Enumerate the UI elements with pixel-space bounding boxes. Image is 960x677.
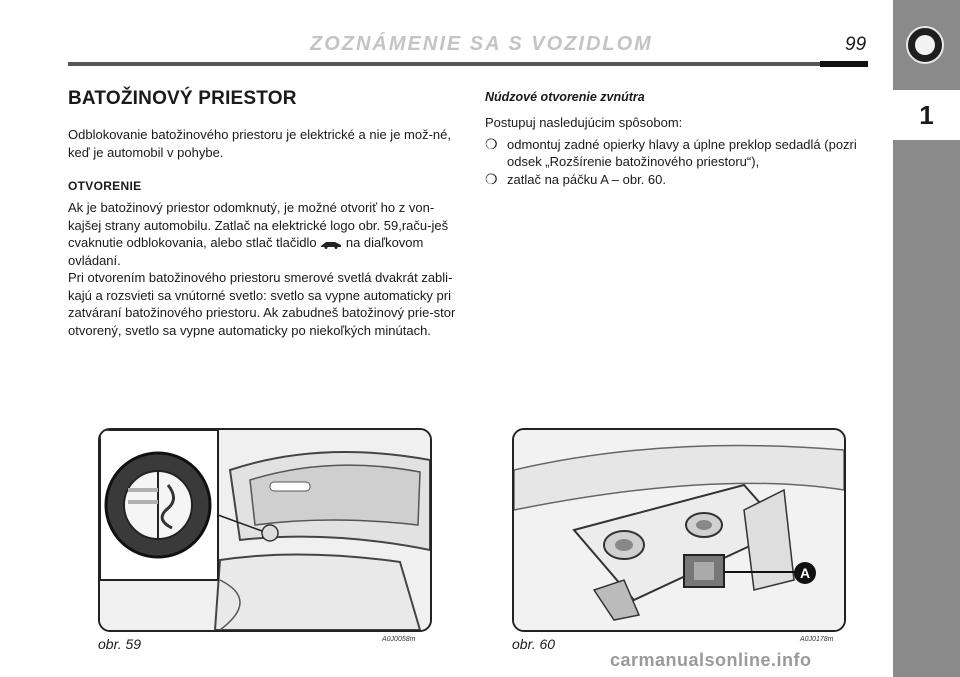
bullet-icon: ❍ [485,135,498,152]
chapter-sidebar [893,0,960,677]
opening-paragraph [68,199,458,269]
alfa-romeo-badge-icon [906,26,944,64]
opening-text-before: Ak je batožinový priestor odomknutý, je možné otvoriť ho z von-kajšej strany automobilu. Zatlač na elektrické logo obr. 59,raču-ješ cvaknutie odblokovania, alebo stlač tlačidlo [68,200,449,250]
figure-60-caption: obr. 60 [512,636,556,652]
subheading-opening: OTVORENIE [68,179,142,193]
page-header-title: ZOZNÁMENIE SA S VOZIDLOM [310,33,653,55]
emergency-opening-heading: Núdzové otvorenie zvnútra [485,90,645,104]
figure-59-trunk-logo [98,428,432,632]
list-item-text: odmontuj zadné opierky hlavy a úplne preklop sedadlá (pozri odsek „Rozšírenie batožinového priestoru“), [507,136,857,169]
watermark: carmanualsonline.info [610,650,812,670]
figure-59-code: A0J0058m [382,636,416,643]
rear-trunk-illustration [100,430,430,630]
list-item [485,136,875,171]
page-number: 99 [845,34,867,55]
header-rule-accent [820,61,868,67]
procedure-intro: Postupuj nasledujúcim spôsobom: [485,115,683,130]
trunk-remote-key-icon [320,239,342,249]
chapter-number: 1 [893,90,960,140]
opening-text-after: na diaľkovom ovládaní. [68,235,424,268]
lights-paragraph: Pri otvorením batožinového priestoru smerové svetlá dvakrát zabli-kajú a rozsvieti sa vnútorné svetlo: svetlo sa vypne automaticky pri zatváraní batožinového priestoru. Ak zabudneš batožinový prie-stor otvorený, svetlo sa vypne automaticky po niekoľkých minútach. [68,270,456,338]
right-column [485,90,875,188]
figure-60-code: A0J0178m [800,636,834,643]
trunk-lock-illustration [514,430,844,630]
figure-59-caption: obr. 59 [98,636,142,652]
figure-60-emergency-lever [512,428,846,632]
bullet-icon: ❍ [485,170,498,187]
list-item [485,171,875,189]
left-column [68,88,458,339]
section-heading: BATOŽINOVÝ PRIESTOR [68,88,297,109]
list-item-text: zatlač na páčku A – obr. 60. [507,171,667,187]
callout-letter: A [799,565,811,581]
intro-paragraph: Odblokovanie batožinového priestoru je elektrické a nie je mož-né, keď je automobil v pohybe. [68,127,451,160]
callout-label-a [794,562,816,584]
header-rule [68,62,868,66]
